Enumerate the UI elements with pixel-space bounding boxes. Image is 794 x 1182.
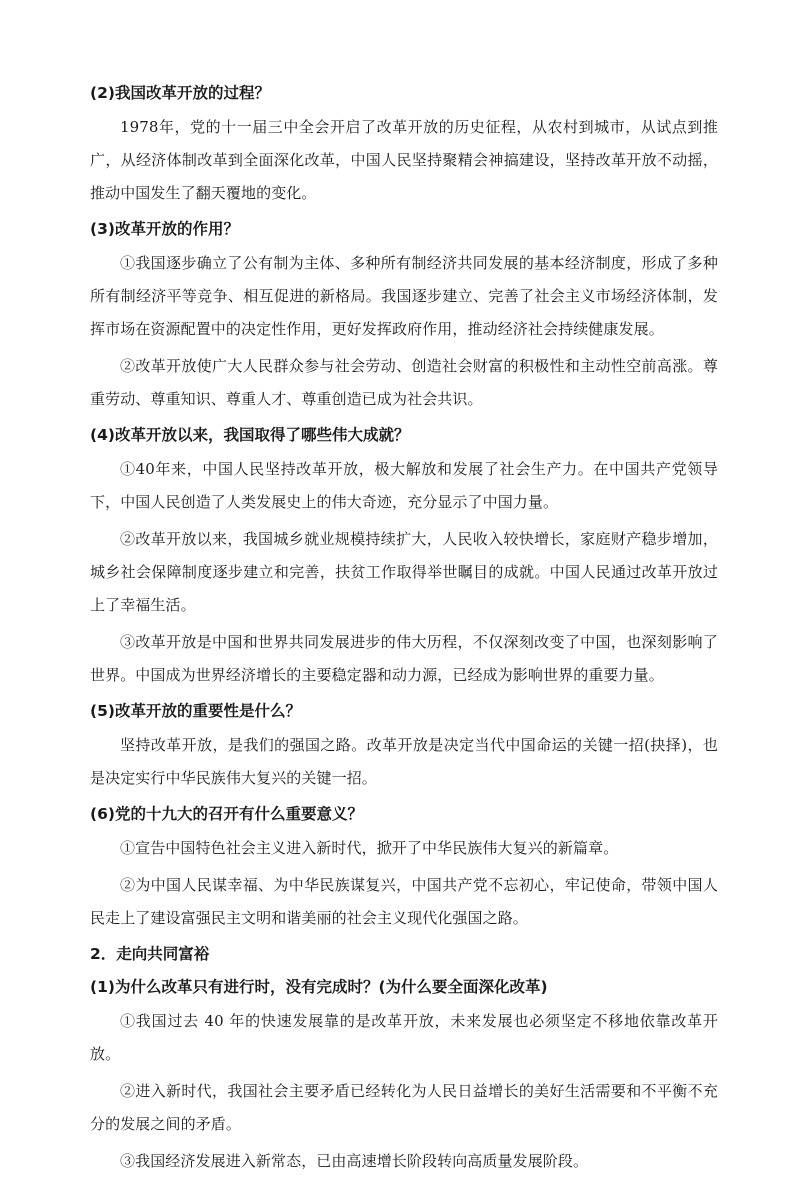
question-heading-2-1: (1)为什么改革只有进行时，没有完成时？(为什么要全面深化改革) <box>90 978 548 996</box>
question-heading-2: (2)我国改革开放的过程？ <box>90 84 270 102</box>
paragraph-deepen-reform-3: ③我国经济发展进入新常态，已由高速增长阶段转向高质量发展阶段。 <box>120 1152 589 1170</box>
paragraph-reform-role-1: ①我国逐步确立了公有制为主体、多种所有制经济共同发展的基本经济制度，形成了多种所有制经济平等竞争、相互促进的新格局。我国逐步建立、完善了社会主义市场经济体制，发挥市场在资源配置中的决定性作用，更好发挥政府作用，推动经济社会持续健康发展。 <box>90 254 718 338</box>
document-body <box>90 78 718 1182</box>
paragraph-congress-1: ①宣告中国特色社会主义进入新时代，掀开了中华民族伟大复兴的新篇章。 <box>120 839 619 857</box>
question-heading-4: (4)改革开放以来，我国取得了哪些伟大成就？ <box>90 426 410 444</box>
paragraph-achievement-2: ②改革开放以来，我国城乡就业规模持续扩大，人民收入较快增长，家庭财产稳步增加，城乡社会保障制度逐步建立和完善，扶贫工作取得举世瞩目的成就。中国人民通过改革开放过上了幸福生活。 <box>90 530 718 614</box>
question-heading-5: (5)改革开放的重要性是什么？ <box>90 702 301 720</box>
question-heading-6: (6)党的十九大的召开有什么重要意义？ <box>90 805 363 823</box>
paragraph-deepen-reform-1: ①我国过去 40 年的快速发展靠的是改革开放，未来发展也必须坚定不移地依靠改革开放。 <box>90 1012 718 1063</box>
paragraph-importance: 坚持改革开放，是我们的强国之路。改革开放是决定当代中国命运的关键一招(抉择)，也是决定实行中华民族伟大复兴的关键一招。 <box>90 736 718 787</box>
section-heading-2: 2．走向共同富裕 <box>90 945 210 963</box>
paragraph-achievement-1: ①40年来，中国人民坚持改革开放，极大解放和发展了社会生产力。在中国共产党领导下，中国人民创造了人类发展史上的伟大奇迹，充分显示了中国力量。 <box>90 460 718 511</box>
paragraph-deepen-reform-2: ②进入新时代，我国社会主要矛盾已经转化为人民日益增长的美好生活需要和不平衡不充分的发展之间的矛盾。 <box>90 1082 718 1133</box>
paragraph-achievement-3: ③改革开放是中国和世界共同发展进步的伟大历程，不仅深刻改变了中国，也深刻影响了世界。中国成为世界经济增长的主要稳定器和动力源，已经成为影响世界的重要力量。 <box>90 633 718 684</box>
paragraph-congress-2: ②为中国人民谋幸福、为中华民族谋复兴，中国共产党不忘初心，牢记使命，带领中国人民走上了建设富强民主文明和谐美丽的社会主义现代化强国之路。 <box>90 876 718 927</box>
paragraph-reform-process: 1978年，党的十一届三中全会开启了改革开放的历史征程，从农村到城市，从试点到推广，从经济体制改革到全面深化改革，中国人民坚持聚精会神搞建设，坚持改革开放不动摇，推动中国发生了翻天覆地的变化。 <box>90 118 718 202</box>
paragraph-reform-role-2: ②改革开放使广大人民群众参与社会劳动、创造社会财富的积极性和主动性空前高涨。尊重劳动、尊重知识、尊重人才、尊重创造已成为社会共识。 <box>90 357 718 408</box>
question-heading-3: (3)改革开放的作用？ <box>90 220 239 238</box>
